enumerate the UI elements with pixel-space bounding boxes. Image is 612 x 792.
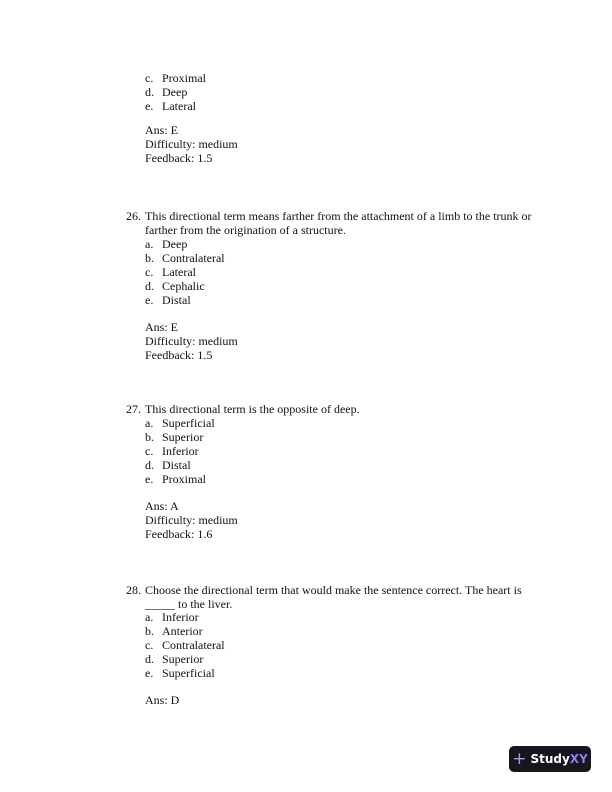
option-letter: a. <box>145 237 154 251</box>
option-text: Superior <box>162 430 204 444</box>
option-letter: b. <box>145 251 154 265</box>
option-text: Lateral <box>162 99 196 113</box>
option-text: Anterior <box>162 624 203 638</box>
answer: Ans: A <box>145 499 179 513</box>
option-text: Contralateral <box>162 251 225 265</box>
feedback: Feedback: 1.5 <box>145 151 213 165</box>
difficulty: Difficulty: medium <box>145 137 238 151</box>
option-letter: c. <box>145 265 154 279</box>
difficulty: Difficulty: medium <box>145 334 238 348</box>
plus-icon: + <box>512 748 527 769</box>
option-text: Contralateral <box>162 638 225 652</box>
question-27-number: 27. <box>126 402 141 416</box>
option-letter: a. <box>145 610 154 624</box>
option-letter: b. <box>145 430 154 444</box>
option-letter: a. <box>145 416 154 430</box>
answer: Ans: E <box>145 123 178 137</box>
option-text: Distal <box>162 458 191 472</box>
feedback: Feedback: 1.6 <box>145 527 213 541</box>
option-letter: d. <box>145 85 154 99</box>
option-text: Proximal <box>162 71 206 85</box>
option-letter: d. <box>145 652 154 666</box>
option-text: Proximal <box>162 472 206 486</box>
question-26-text: This directional term means farther from the attachment of a limb to the trunk or <box>145 209 532 223</box>
question-27-text: This directional term is the opposite of deep. <box>145 402 360 416</box>
option-letter: e. <box>145 472 154 486</box>
option-text: Lateral <box>162 265 196 279</box>
option-text: Superficial <box>162 416 215 430</box>
option-letter: c. <box>145 71 154 85</box>
question-28-number: 28. <box>126 583 141 597</box>
question-28-text: Choose the directional term that would make the sentence correct. The heart is <box>145 583 522 597</box>
option-letter: e. <box>145 293 154 307</box>
option-text: Cephalic <box>162 279 205 293</box>
option-text: Superior <box>162 652 204 666</box>
option-text: Distal <box>162 293 191 307</box>
question-26-text-cont: farther from the origination of a structure. <box>145 223 346 237</box>
studyxy-logo[interactable] <box>509 746 591 772</box>
option-letter: d. <box>145 458 154 472</box>
option-letter: c. <box>145 638 154 652</box>
option-letter: b. <box>145 624 154 638</box>
option-text: Inferior <box>162 444 199 458</box>
option-letter: e. <box>145 99 154 113</box>
option-text: Deep <box>162 85 188 99</box>
option-text: Superficial <box>162 666 215 680</box>
option-letter: e. <box>145 666 154 680</box>
question-28-text-cont: _____ to the liver. <box>145 597 233 611</box>
option-text: Inferior <box>162 610 199 624</box>
option-text: Deep <box>162 237 188 251</box>
feedback: Feedback: 1.5 <box>145 348 213 362</box>
option-letter: d. <box>145 279 154 293</box>
option-letter: c. <box>145 444 154 458</box>
difficulty: Difficulty: medium <box>145 513 238 527</box>
answer: Ans: D <box>145 693 180 707</box>
logo-text: StudyXY <box>530 752 588 766</box>
answer: Ans: E <box>145 320 178 334</box>
question-26-number: 26. <box>126 209 141 223</box>
